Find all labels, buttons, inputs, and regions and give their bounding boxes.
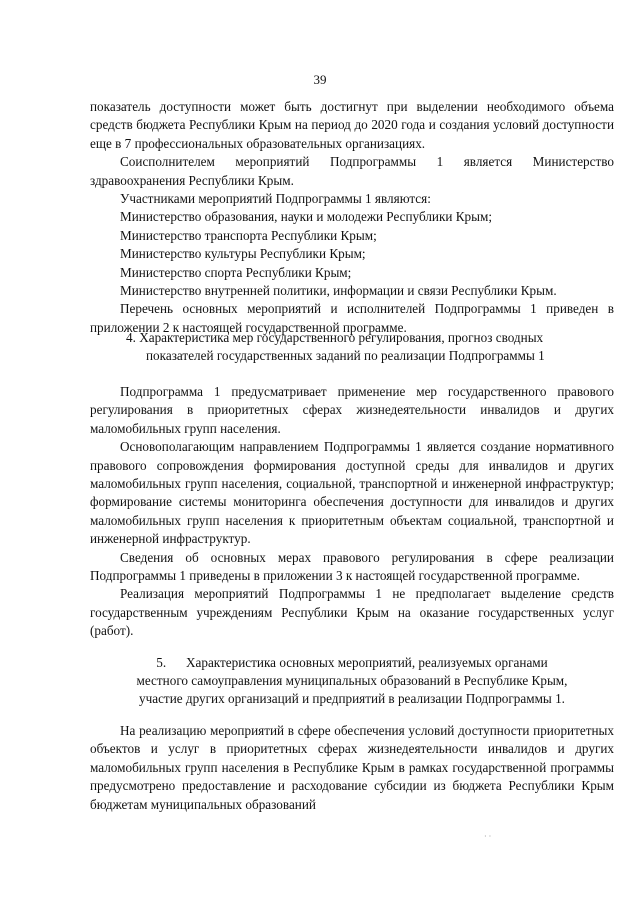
participant-item: Министерство спорта Республики Крым; <box>120 264 352 280</box>
participant-item: Министерство культуры Республики Крым; <box>120 246 366 262</box>
section-5-heading-line-2: местного самоуправления муниципальных образований в Республике Крым, <box>136 673 568 688</box>
intro-paragraph-2: Соисполнителем мероприятий Подпрограммы 1 является Министерство здравоохранения Республики Крым. <box>90 154 614 188</box>
participant-item: Министерство образования, науки и молодежи Республики Крым; <box>120 209 493 225</box>
section-4-body <box>90 383 614 641</box>
participants-intro: Участниками мероприятий Подпрограммы 1 являются: <box>120 191 431 207</box>
page-number: 39 <box>313 72 327 87</box>
section-5-paragraph-1: На реализацию мероприятий в сфере обеспечения условий доступности приоритетных объектов и услуг в приоритетных сферах жизнедеятельности инвалидов и других маломобильных групп населения в Республике Крым в рамках государственной программы предусмотрено предоставление и расходование субсидии из бюджета Республики Крым бюджетам муниципальных образований <box>90 723 614 812</box>
section-5-heading-line-3: участие других организаций и предприятий в реализации Подпрограммы 1. <box>139 691 565 706</box>
section-5-body <box>90 722 614 814</box>
participant-item: Министерство транспорта Республики Крым; <box>120 227 377 243</box>
scan-speck: · · <box>484 832 492 841</box>
section-4-paragraph-1: Подпрограмма 1 предусматривает применение мер государственного правового регулирования в приоритетных сферах жизнедеятельности инвалидов и других маломобильных групп населения. <box>90 384 614 436</box>
section-4-paragraph-2: Основополагающим направлением Подпрограммы 1 является создание нормативного правового сопровождения формирования доступной среды для инвалидов и других маломобильных групп населения, социальной, транспортной и инженерной инфраструктур; формирование системы мониторинга обеспечения доступности для инвалидов и других маломобильных групп населения к приоритетным объектам социальной, транспортной и инженерной инфраструктур. <box>90 439 614 547</box>
section-4-heading-line-2: показателей государственных заданий по реализации Подпрограммы 1 <box>146 348 545 363</box>
section-4-paragraph-4: Реализация мероприятий Подпрограммы 1 не предполагает выделение средств государственным учреждениям Республики Крым на оказание государственных услуг (работ). <box>90 586 614 639</box>
section-4-paragraph-3: Сведения об основных мерах правового регулирования в сфере реализации Подпрограммы 1 приведены в приложении 3 к настоящей государственной программе. <box>90 549 614 584</box>
intro-paragraph-1: показатель доступности может быть достигнут при выделении необходимого объема средств бюджета Республики Крым на период до 2020 года и создания условий доступности еще в 7 профессиональных образовательных организациях. <box>90 99 614 151</box>
intro-paragraph-3: Перечень основных мероприятий и исполнителей Подпрограммы 1 приведен в приложении 2 к настоящей государственной программе. <box>90 301 614 335</box>
section-5-heading-line-1: 5. Характеристика основных мероприятий, реализуемых органами <box>156 655 548 670</box>
participant-item: Министерство внутренней политики, информации и связи Республики Крым. <box>120 283 557 299</box>
intro-block <box>90 98 614 337</box>
section-4-heading-line-1: 4. Характеристика мер государственного регулирования, прогноз сводных <box>126 330 544 345</box>
